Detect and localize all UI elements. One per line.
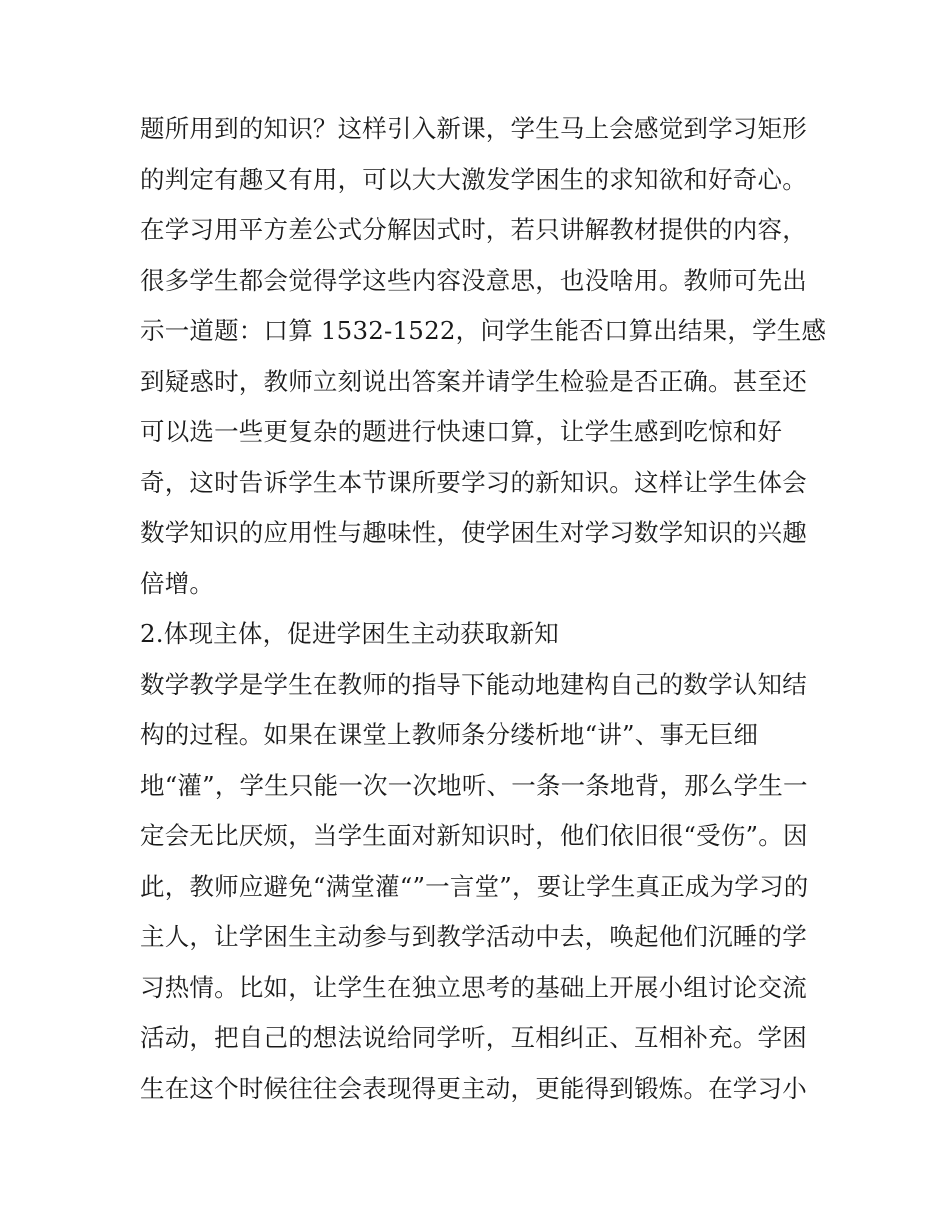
text-line: 倍增。 (140, 568, 215, 598)
text-line: 奇，这时告诉学生本节课所要学习的新知识。这样让学生体会 (140, 467, 807, 497)
text-line: 定会无比厌烦，当学生面对新知识时，他们依旧很“受伤”。因 (140, 821, 808, 850)
text-line: 题所用到的知识？这样引入新课，学生马上会感觉到学习矩形 (140, 114, 807, 143)
text-line: 数学知识的应用性与趣味性，使学困生对学习数学知识的兴趣 (140, 518, 807, 547)
text-line: 到疑惑时，教师立刻说出答案并请学生检验是否正确。甚至还 (140, 366, 807, 396)
body-text (140, 104, 827, 1114)
section-heading: 2.体现主体，促进学困生主动获取新知 (140, 619, 559, 648)
text-line: 地“灌”，学生只能一次一次地听、一条一条地背，那么学生一 (140, 770, 808, 800)
text-line: 可以选一些更复杂的题进行快速口算，让学生感到吃惊和好 (140, 417, 783, 446)
text-line: 数学教学是学生在教师的指导下能动地建构自己的数学认知结 (140, 669, 807, 699)
text-line: 此，教师应避免“满堂灌“”一言堂”，要让学生真正成为学习的 (140, 871, 809, 901)
text-line: 很多学生都会觉得学这些内容没意思，也没啥用。教师可先出 (140, 265, 807, 295)
text-line: 构的过程。如果在课堂上教师条分缕析地“讲”、事无巨细 (140, 720, 759, 749)
text-line: 的判定有趣又有用，可以大大激发学困生的求知欲和好奇心。 (140, 164, 807, 194)
text-line: 示一道题：口算 1532-1522，问学生能否口算出结果，学生感 (140, 316, 827, 345)
text-line: 活动，把自己的想法说给同学听，互相纠正、互相补充。学困 (140, 1023, 807, 1052)
text-line: 生在这个时候往往会表现得更主动，更能得到锻炼。在学习小 (140, 1073, 807, 1103)
text-line: 主人，让学困生主动参与到教学活动中去，唤起他们沉睡的学 (140, 922, 807, 951)
text-line: 习热情。比如，让学生在独立思考的基础上开展小组讨论交流 (140, 972, 807, 1002)
text-line: 在学习用平方差公式分解因式时，若只讲解教材提供的内容， (140, 215, 807, 244)
